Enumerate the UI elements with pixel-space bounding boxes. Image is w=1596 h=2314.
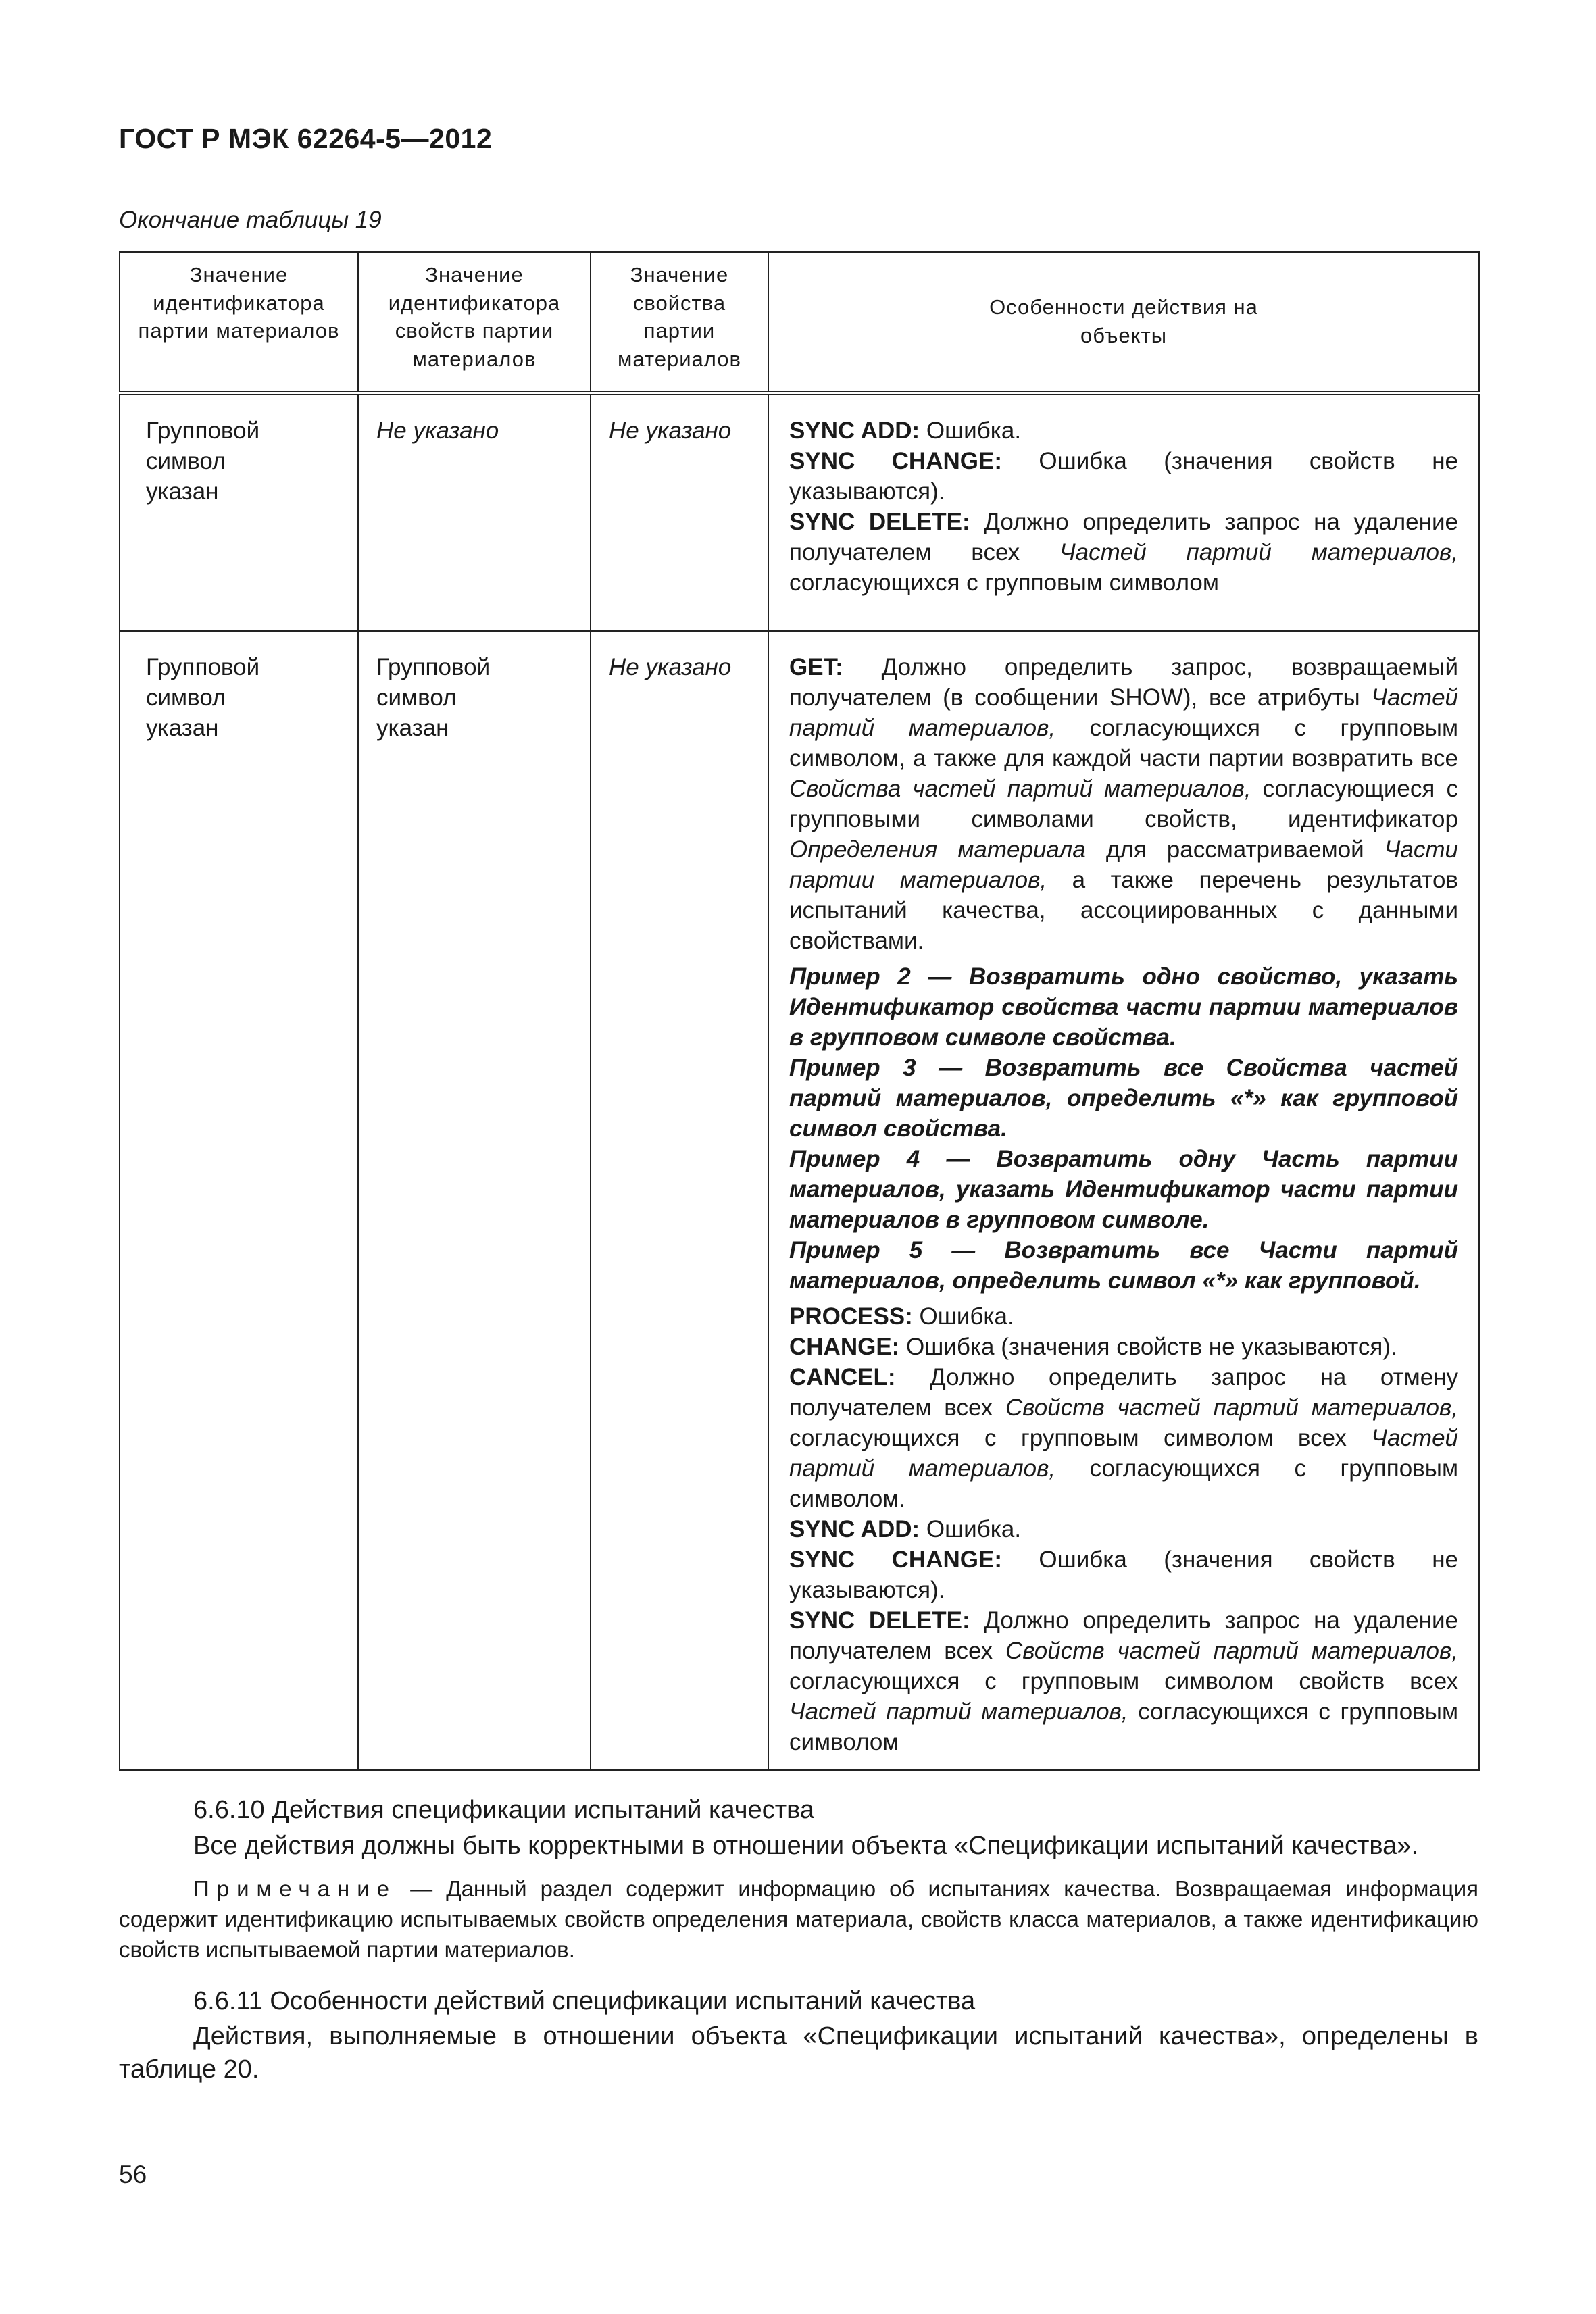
sync-change-label: SYNC CHANGE: xyxy=(789,1546,1002,1573)
cancel-italic: Свойств частей партий материалов, xyxy=(1005,1394,1458,1421)
section-6-6-11-title: 6.6.11 Особенности действий спецификации испытаний качества xyxy=(193,1987,976,2015)
header-cell-action-features-text: Особенности действия на объекты xyxy=(989,295,1258,347)
table-caption: Окончание таблицы 19 xyxy=(119,207,382,233)
document-header: ГОСТ Р МЭК 62264-5—2012 xyxy=(119,123,493,154)
sync-delete-italic: Частей партий материалов, xyxy=(789,1699,1128,1725)
header-cell-property-value: Значение свойства партии материалов xyxy=(591,252,768,393)
cancel-text: Должно определить запрос на отмену получателем всех xyxy=(789,1364,1458,1421)
table-header-row xyxy=(120,252,1479,393)
cell-action-features xyxy=(768,393,1479,632)
section-6-6-11-body: Действия, выполняемые в отношении объекта «Спецификации испытаний качества», определены в таблице 20. xyxy=(119,2022,1478,2084)
cancel-italic: Частей партий материалов, xyxy=(789,1425,1458,1482)
sync-change-label: SYNC CHANGE: xyxy=(789,448,1002,474)
change-text: Ошибка (значения свойств не указываются). xyxy=(899,1334,1397,1360)
cancel-text: согласующихся с групповым символом. xyxy=(789,1455,1458,1512)
section-6-6-10-body: Все действия должны быть корректными в отношении объекта «Спецификации испытаний качества». xyxy=(193,1832,1418,1860)
example-3: Пример 3 — Возвратить все Свойства частей партий материалов, определить «*» как групповой символ свойства. xyxy=(789,1055,1458,1142)
cell-action-features xyxy=(768,631,1479,1770)
examples-block xyxy=(789,961,1458,1296)
process-text: Ошибка. xyxy=(912,1303,1014,1330)
get-text: согласующихся с групповым символом, а также для каждой части партии возвратить все xyxy=(789,715,1458,772)
get-paragraph xyxy=(789,652,1458,956)
cell-text: Групповой символ указан xyxy=(376,654,491,741)
example-4: Пример 4 — Возвратить одну Часть партии материалов, указать Идентификатор части партии материалов в групповом символе. xyxy=(789,1146,1458,1233)
change-label: CHANGE: xyxy=(789,1334,900,1360)
cancel-label: CANCEL: xyxy=(789,1364,896,1390)
sync-add-text: Ошибка. xyxy=(920,1516,1022,1542)
cell-lot-id xyxy=(120,631,358,1770)
get-italic: Частей партий материалов, xyxy=(789,684,1458,741)
sync-add-label: SYNC ADD: xyxy=(789,1516,920,1542)
example-5: Пример 5 — Возвратить все Части партий материалов, определить символ «*» как групповой. xyxy=(789,1237,1458,1294)
header-cell-lot-id: Значение идентификатора партии материалов xyxy=(120,252,358,393)
sync-delete-text: согласующихся с групповым символом свойств всех xyxy=(789,1668,1458,1694)
get-text: согласующиеся с групповыми символами свойств, идентификатор xyxy=(789,776,1458,832)
sync-delete-label: SYNC DELETE: xyxy=(789,1607,970,1634)
sync-delete-italic: Свойств частей партий материалов, xyxy=(1005,1638,1458,1664)
sync-change-text: Ошибка (значения свойств не указываются). xyxy=(789,1546,1458,1603)
actions-table xyxy=(119,251,1480,1771)
get-text: Должно определить запрос, возвращаемый получателем (в сообщении SHOW), все атрибуты xyxy=(789,654,1458,711)
sync-delete-text-end: согласующихся с групповым символом xyxy=(789,570,1219,596)
sync-delete-text: Должно определить запрос на удаление получателем всех xyxy=(789,1607,1458,1664)
cell-property-id xyxy=(358,631,591,1770)
get-label: GET: xyxy=(789,654,843,680)
sync-add-text: Ошибка. xyxy=(920,418,1022,444)
process-label: PROCESS: xyxy=(789,1303,913,1330)
section-6-6-10-title: 6.6.10 Действия спецификации испытаний качества xyxy=(193,1796,815,1824)
table-row xyxy=(120,631,1479,1770)
page-number: 56 xyxy=(119,2161,147,2188)
cancel-text: согласующихся с групповым символом всех xyxy=(789,1425,1372,1451)
cell-text: Групповой символ указан xyxy=(146,654,260,741)
cell-text: Групповой символ указан xyxy=(146,418,260,505)
note-label: Примечание xyxy=(193,1876,397,1901)
cell-property-value: Не указано xyxy=(591,631,768,1770)
sync-delete-label: SYNC DELETE: xyxy=(789,509,970,535)
note-text: — Данный раздел содержит информацию об испытаниях качества. Возвращаемая информация содержит идентификацию испытываемых свойств определения материала, свойств класса материалов, а также идентификацию свойств испытываемой партии материалов. xyxy=(119,1876,1478,1962)
cell-lot-id xyxy=(120,393,358,632)
get-text: а также перечень результатов испытаний качества, ассоциированных с данными свойствами. xyxy=(789,867,1459,954)
sync-change-text: Ошибка (значения свойств не указываются). xyxy=(789,448,1458,505)
table-row xyxy=(120,393,1479,632)
header-cell-action-features xyxy=(768,252,1479,393)
sync-delete-italic: Частей партий материалов, xyxy=(1059,539,1458,565)
cell-property-value: Не указано xyxy=(591,393,768,632)
sync-add-label: SYNC ADD: xyxy=(789,418,920,444)
example-2: Пример 2 — Возвратить одно свойство, указать Идентификатор свойства части партии материалов в групповом символе свойства. xyxy=(789,963,1458,1051)
get-italic: Части партии материалов, xyxy=(789,836,1458,893)
sync-delete-text: согласующихся с групповым символом xyxy=(789,1699,1459,1755)
get-italic: Определения материала xyxy=(789,836,1086,863)
get-text: для рассматриваемой xyxy=(1085,836,1385,863)
cell-property-id: Не указано xyxy=(358,393,591,632)
header-cell-property-id: Значение идентификатора свойств партии материалов xyxy=(358,252,591,393)
sync-delete-text: Должно определить запрос на удаление получателем всех xyxy=(789,509,1458,565)
get-italic: Свойства частей партий материалов, xyxy=(789,776,1251,802)
note-paragraph xyxy=(119,1873,1478,1965)
